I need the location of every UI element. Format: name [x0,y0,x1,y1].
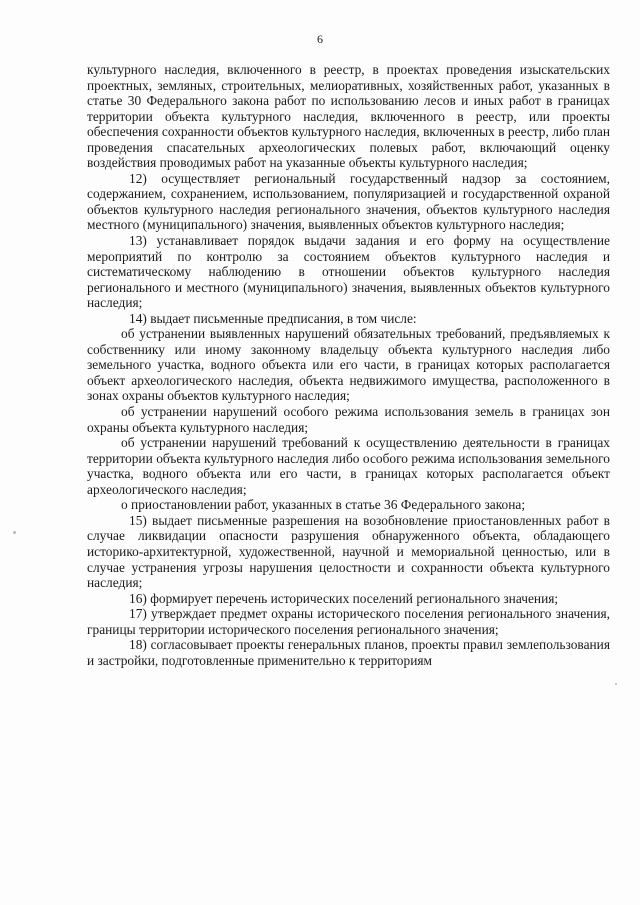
page-number: 6 [317,32,323,46]
paragraph-sub-4: о приостановлении работ, указанных в статье 36 Федерального закона; [121,497,526,513]
paragraph-item-15: 15) выдает письменные разрешения на возобновление приостановленных работ в случае ликвидации опасности разрушения обнаруженного объекта, обладающего историко-архитектурной, художественной, научной и мемориальной ценностью, или в случае устранения угрозы нарушения целостности и сохранности объекта культурного наследия; [87,512,610,591]
paragraph-sub-3: об устранении нарушений требований к осуществлению деятельности в границах территории объекта культурного наследия либо особого режима использования земельного участка, водного объекта или его части, в границах которых располагается объект археологического наследия; [87,435,610,497]
scan-speck [13,531,16,534]
paragraph-item-14: 14) выдает письменные предписания, в том числе: [129,310,417,326]
paragraph-item-13: 13) устанавливает порядок выдачи задания и его форму на осуществление мероприятий по контролю за состоянием объектов культурного наследия и систематическому наблюдению в отношении объектов культурного наследия регионального и местного (муниципального) значения, выявленных объектов культурного наследия; [87,233,610,311]
paragraph-item-18: 18) согласовывает проекты генеральных планов, проекты правил землепользования и застройки, подготовленные применительно к территориям [87,637,610,668]
paragraph-item-12: 12) осуществляет региональный государственный надзор за состоянием, содержанием, сохранением, использованием, популяризацией и государственной охраной объектов культурного наследия регионального значения, объектов культурного наследия местного (муниципального) значения, выявленных объектов культурного наследия; [87,170,610,233]
paragraph-continuation: культурного наследия, включенного в реестр, в проектах проведения изыскательских проектных, земляных, строительных, мелиоративных, хозяйственных работ, указанных в статье 30 Федерального закона работ по использованию лесов и иных работ в границах территории объекта культурного наследия, включенного в реестр, или проекты обеспечения сохранности объектов культурного наследия, включенных в реестр, либо план проведения спасательных археологических полевых работ, включающий оценку воздействия проводимых работ на указанные объекты культурного наследия; [87,62,610,171]
paragraph-item-16: 16) формирует перечень исторических поселений регионального значения; [129,590,559,606]
scan-speck [615,683,617,685]
paragraph-item-17: 17) утверждает предмет охраны исторического поселения регионального значения, границы территории исторического поселения регионального значения; [87,606,610,637]
paragraph-sub-2: об устранении нарушений особого режима использования земель в границах зон охраны объекта культурного наследия; [87,404,610,435]
document-body [87,62,610,668]
paragraph-sub-1: об устранении выявленных нарушений обязательных требований, предъявляемых к собственнику или иному законному владельцу объекта культурного наследия либо земельного участка, водного объекта или его части, в границах которых располагается объект археологического наследия, объекта недвижимого имущества, расположенного в зонах охраны объектов культурного наследия; [87,326,610,404]
